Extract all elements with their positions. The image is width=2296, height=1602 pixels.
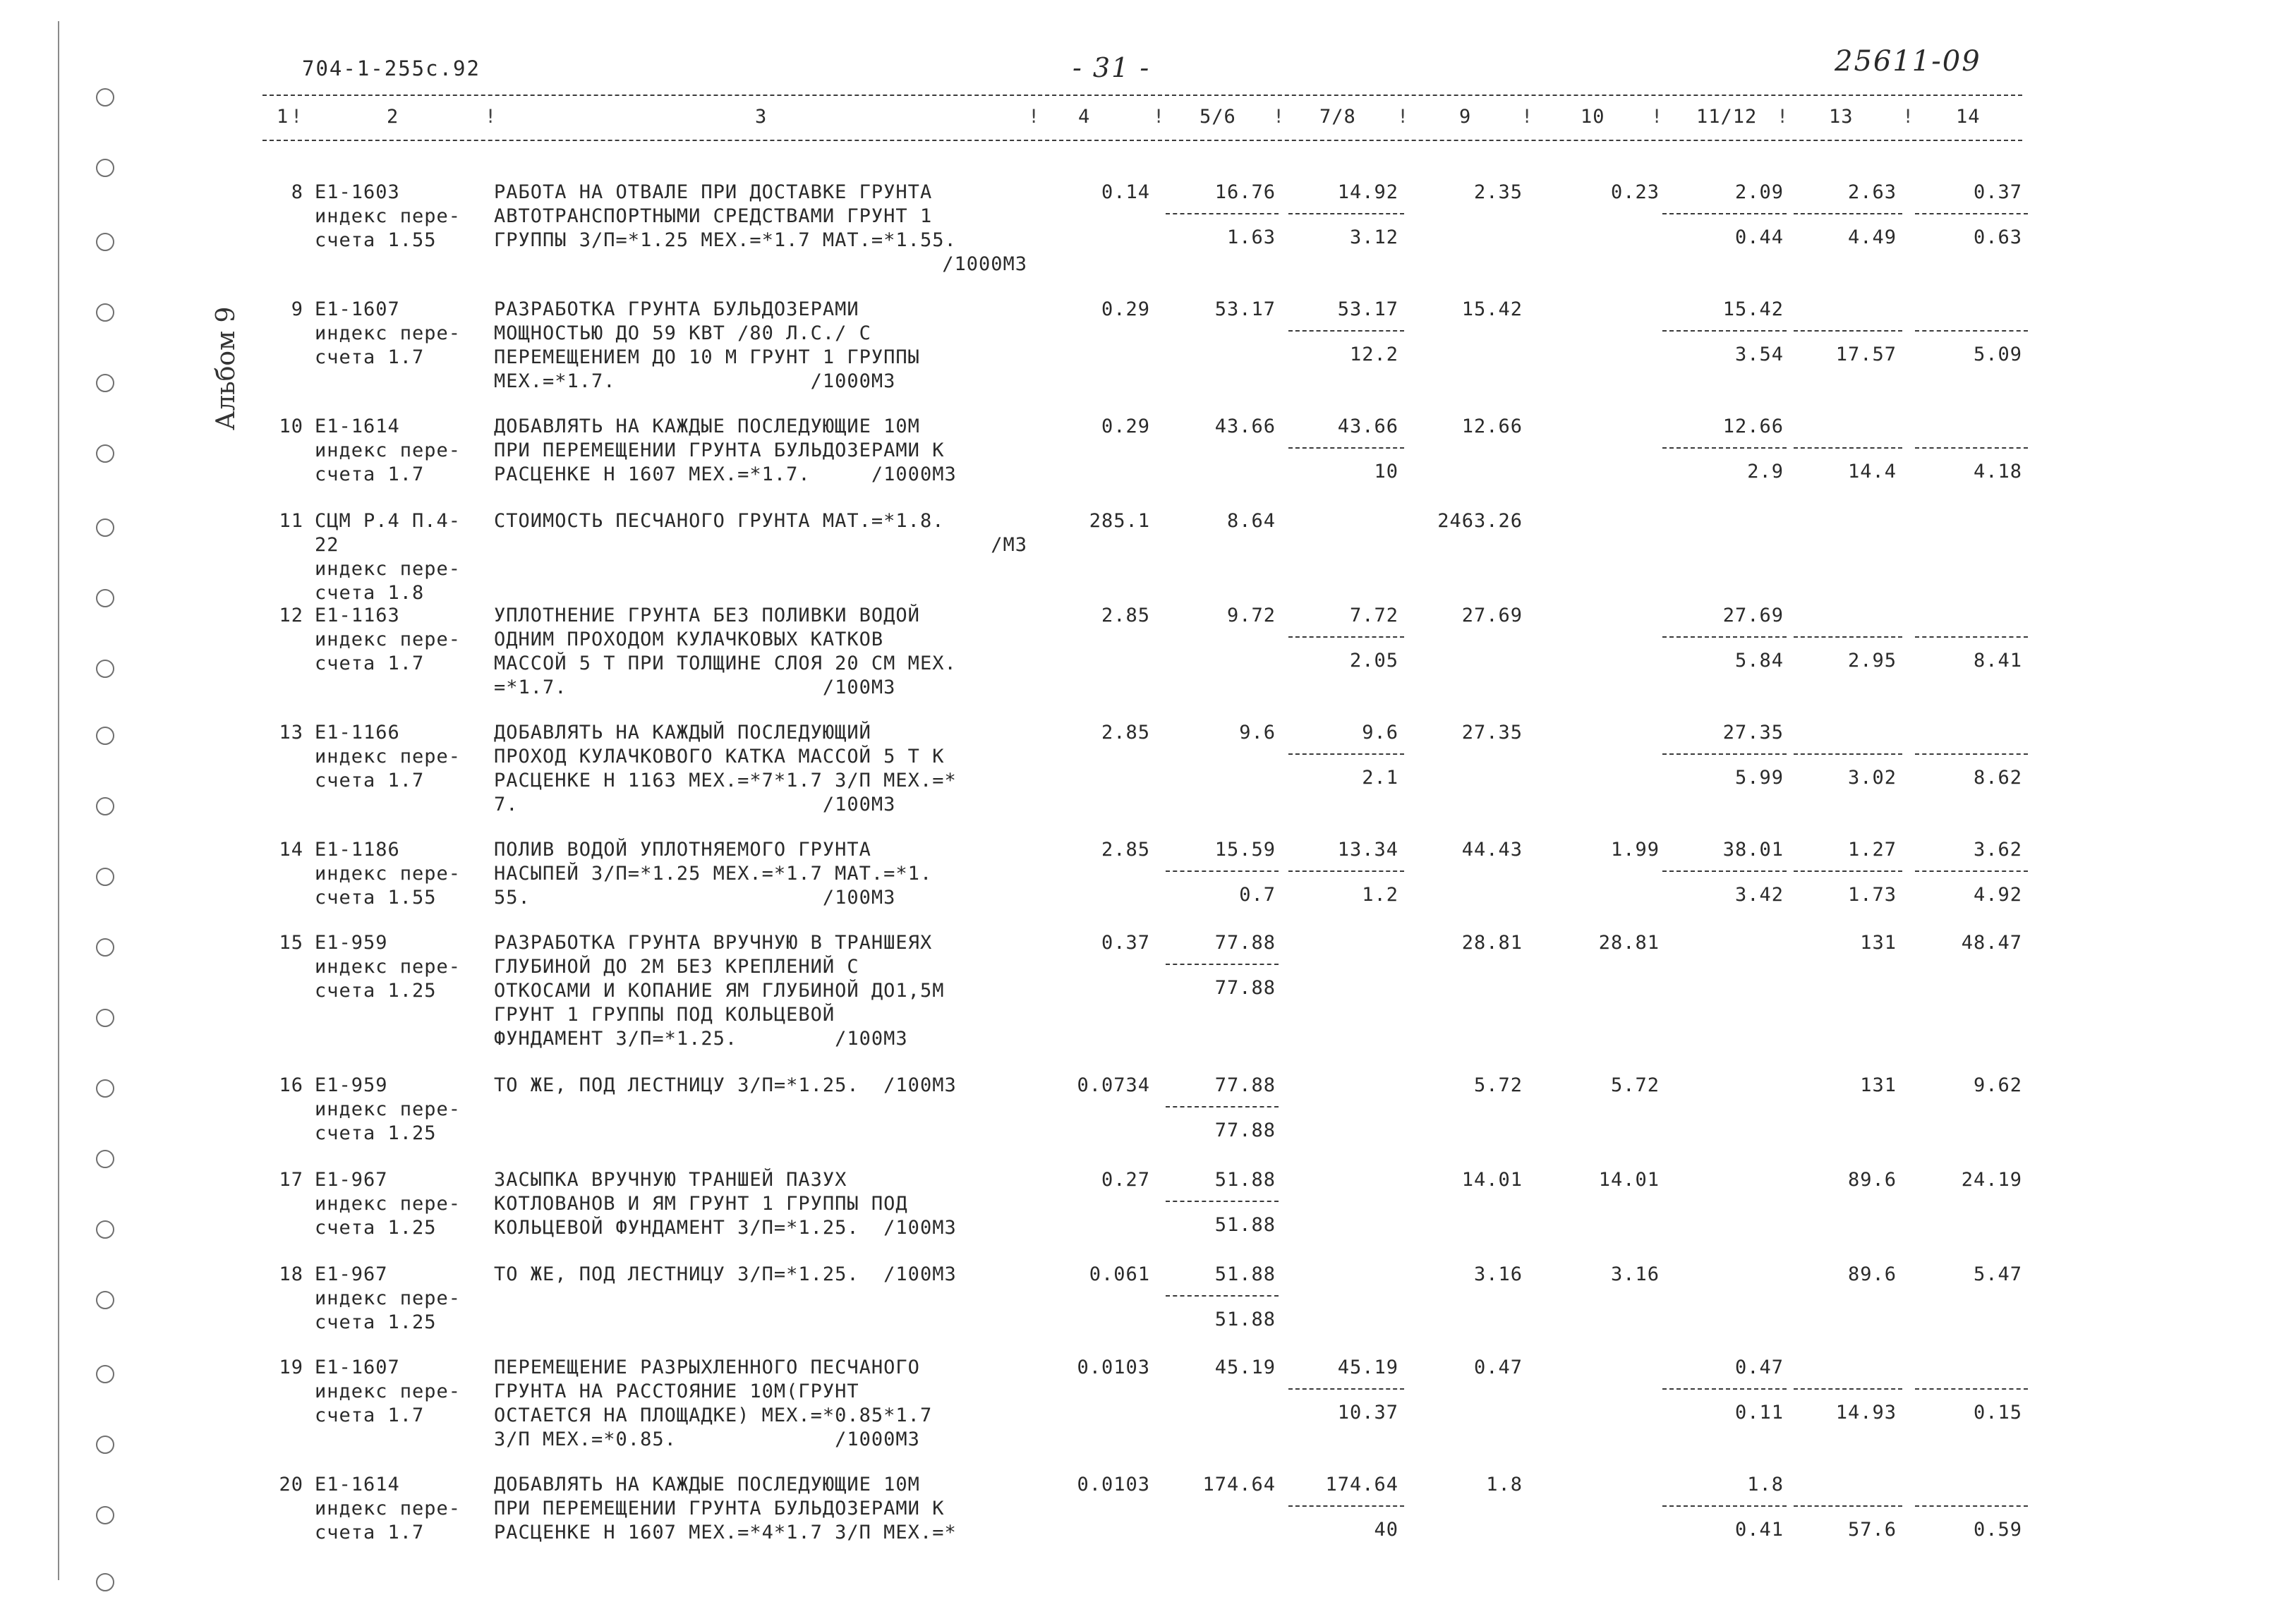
punch-hole bbox=[96, 159, 114, 177]
cell-divider bbox=[1662, 870, 1787, 872]
value-c56_bot: 51.88 bbox=[1214, 1309, 1276, 1330]
value-c14_bot: 0.15 bbox=[1973, 1402, 2022, 1424]
work-description-line: НАСЫПЕЙ З/П=*1.25 МЕХ.=*1.7 МАТ.=*1. bbox=[494, 863, 933, 885]
work-description-line: СТОИМОСТЬ ПЕСЧАНОГО ГРУНТА МАТ.=*1.8. bbox=[494, 510, 945, 532]
rate-code: Е1-1614 bbox=[315, 1474, 400, 1495]
punch-hole bbox=[96, 660, 114, 678]
cell-divider bbox=[1915, 213, 2028, 214]
value-c14_bot: 8.62 bbox=[1973, 767, 2022, 789]
value-c9: 12.66 bbox=[1461, 415, 1523, 437]
value-c78_top: 14.92 bbox=[1337, 181, 1398, 203]
cell-divider bbox=[1915, 330, 2028, 332]
value-c13_bot: 14.4 bbox=[1847, 461, 1897, 483]
value-c78_bot: 2.05 bbox=[1349, 650, 1398, 672]
cell-divider bbox=[1794, 870, 1902, 872]
rate-code: Е1-1614 bbox=[315, 415, 400, 437]
row-number: 17 bbox=[279, 1169, 303, 1191]
value-c9: 27.69 bbox=[1461, 605, 1523, 626]
value-c4: 0.0103 bbox=[1077, 1474, 1150, 1495]
value-c1112_bot: 3.42 bbox=[1734, 884, 1784, 906]
rate-code: Е1-959 bbox=[315, 932, 388, 954]
cell-divider bbox=[1662, 447, 1787, 449]
punch-hole bbox=[96, 1436, 114, 1454]
recalc-index-text: индекс пере- bbox=[315, 1193, 461, 1215]
recalc-index-text: счета 1.8 bbox=[315, 582, 425, 604]
recalc-index-text: счета 1.7 bbox=[315, 653, 425, 674]
value-c4: 0.0103 bbox=[1077, 1357, 1150, 1378]
value-c56_top: 77.88 bbox=[1214, 1074, 1276, 1096]
cell-divider bbox=[1915, 870, 2028, 872]
row-number: 9 bbox=[291, 298, 303, 320]
work-description-line: ПОЛИВ ВОДОЙ УПЛОТНЯЕМОГО ГРУНТА bbox=[494, 839, 871, 861]
value-c14_bot: 0.59 bbox=[1973, 1519, 2022, 1541]
work-description-line: ГЛУБИНОЙ ДО 2М БЕЗ КРЕПЛЕНИЙ С bbox=[494, 956, 859, 978]
value-c1112_top: 2.09 bbox=[1734, 181, 1784, 203]
row-number: 16 bbox=[279, 1074, 303, 1096]
cell-divider bbox=[1794, 1388, 1902, 1390]
value-c9: 27.35 bbox=[1461, 722, 1523, 744]
work-description-line: РАБОТА НА ОТВАЛЕ ПРИ ДОСТАВКЕ ГРУНТА bbox=[494, 181, 933, 203]
value-c9: 2.35 bbox=[1473, 181, 1523, 203]
punch-hole bbox=[96, 88, 114, 107]
value-c4: 285.1 bbox=[1089, 510, 1150, 532]
punch-hole bbox=[96, 797, 114, 815]
value-c14_bot: 8.41 bbox=[1973, 650, 2022, 672]
row-number: 13 bbox=[279, 722, 303, 744]
value-c78_bot: 40 bbox=[1374, 1519, 1398, 1541]
value-c4: 0.37 bbox=[1101, 932, 1150, 954]
value-c78_top: 174.64 bbox=[1325, 1474, 1398, 1495]
cell-divider bbox=[1166, 1295, 1279, 1297]
work-description-line: КОТЛОВАНОВ И ЯМ ГРУНТ 1 ГРУППЫ ПОД bbox=[494, 1193, 908, 1215]
value-c56_bot: 77.88 bbox=[1214, 1119, 1276, 1141]
value-c14_bot: 0.63 bbox=[1973, 226, 2022, 248]
punch-hole bbox=[96, 1506, 114, 1524]
recalc-index-text: счета 1.55 bbox=[315, 229, 437, 251]
value-c78_bot: 2.1 bbox=[1362, 767, 1398, 789]
value-c13_top: 131 bbox=[1860, 932, 1897, 954]
work-description-line: РАСЦЕНКЕ Н 1163 МЕХ.=*7*1.7 З/П МЕХ.=* bbox=[494, 770, 957, 791]
value-c56_top: 51.88 bbox=[1214, 1169, 1276, 1191]
value-c56_bot: 1.63 bbox=[1226, 226, 1276, 248]
work-description-line: КОЛЬЦЕВОЙ ФУНДАМЕНТ З/П=*1.25. /100М3 bbox=[494, 1217, 957, 1239]
punch-hole bbox=[96, 1220, 114, 1239]
rate-code: Е1-1607 bbox=[315, 298, 400, 320]
value-c78_top: 43.66 bbox=[1337, 415, 1398, 437]
value-c78_bot: 10 bbox=[1374, 461, 1398, 483]
recalc-index-text: счета 1.25 bbox=[315, 1122, 437, 1144]
value-c9: 14.01 bbox=[1461, 1169, 1523, 1191]
work-description-line: З/П МЕХ.=*0.85. /1000М3 bbox=[494, 1428, 920, 1450]
value-c4: 0.061 bbox=[1089, 1263, 1150, 1285]
rate-code: Е1-1603 bbox=[315, 181, 400, 203]
value-c56_top: 43.66 bbox=[1214, 415, 1276, 437]
value-c13_bot: 17.57 bbox=[1835, 344, 1897, 365]
album-label: Альбом 9 bbox=[212, 306, 241, 430]
cell-divider bbox=[1794, 447, 1902, 449]
cell-divider bbox=[1288, 870, 1404, 872]
rate-code: Е1-967 bbox=[315, 1263, 388, 1285]
work-description-line: ПРИ ПЕРЕМЕЩЕНИИ ГРУНТА БУЛЬДОЗЕРАМИ К bbox=[494, 1498, 945, 1519]
cell-divider bbox=[1288, 636, 1404, 638]
value-c1112_bot: 2.9 bbox=[1747, 461, 1784, 483]
punch-hole bbox=[96, 1079, 114, 1098]
work-description-line: УПЛОТНЕНИЕ ГРУНТА БЕЗ ПОЛИВКИ ВОДОЙ bbox=[494, 605, 920, 626]
value-c14_top: 5.47 bbox=[1973, 1263, 2022, 1285]
rate-code: Е1-967 bbox=[315, 1169, 388, 1191]
column-header-8: 10 bbox=[1581, 106, 1605, 128]
work-description-line: МАССОЙ 5 Т ПРИ ТОЛЩИНЕ СЛОЯ 20 СМ МЕХ. bbox=[494, 653, 957, 674]
row-number: 12 bbox=[279, 605, 303, 626]
column-header-11: 14 bbox=[1956, 106, 1981, 128]
work-description-line: ПЕРЕМЕЩЕНИЕ РАЗРЫХЛЕННОГО ПЕСЧАНОГО bbox=[494, 1357, 920, 1378]
punch-hole bbox=[96, 1573, 114, 1591]
rate-code: Е1-1163 bbox=[315, 605, 400, 626]
value-c14_bot: 4.18 bbox=[1973, 461, 2022, 483]
value-c9: 44.43 bbox=[1461, 839, 1523, 861]
row-number: 19 bbox=[279, 1357, 303, 1378]
value-c9: 1.8 bbox=[1486, 1474, 1523, 1495]
value-c56_top: 51.88 bbox=[1214, 1263, 1276, 1285]
cell-divider bbox=[1662, 213, 1787, 214]
value-c1112_bot: 0.41 bbox=[1734, 1519, 1784, 1541]
value-c78_bot: 3.12 bbox=[1349, 226, 1398, 248]
cell-divider bbox=[1288, 330, 1404, 332]
work-description-line: ГРУППЫ З/П=*1.25 МЕХ.=*1.7 МАТ.=*1.55. bbox=[494, 229, 957, 251]
work-description-line: ОСТАЕТСЯ НА ПЛОЩАДКЕ) МЕХ.=*0.85*1.7 bbox=[494, 1404, 933, 1426]
value-c78_top: 13.34 bbox=[1337, 839, 1398, 861]
work-unit: /М3 bbox=[991, 534, 1027, 556]
value-c56_top: 15.59 bbox=[1214, 839, 1276, 861]
work-description-line: РАСЦЕНКЕ Н 1607 МЕХ.=*1.7. /1000М3 bbox=[494, 463, 957, 485]
recalc-index-text: индекс пере- bbox=[315, 746, 461, 767]
value-c56_top: 77.88 bbox=[1214, 932, 1276, 954]
value-c4: 2.85 bbox=[1101, 722, 1150, 744]
punch-hole bbox=[96, 1150, 114, 1168]
header-bottom-rule bbox=[262, 140, 2022, 141]
page-number: - 31 - bbox=[1073, 52, 1151, 83]
rate-code: Е1-1166 bbox=[315, 722, 400, 744]
work-description-line: ЗАСЫПКА ВРУЧНУЮ ТРАНШЕЙ ПАЗУХ bbox=[494, 1169, 847, 1191]
row-number: 15 bbox=[279, 932, 303, 954]
column-header-9: 11/12 bbox=[1696, 106, 1758, 128]
cell-divider bbox=[1288, 1388, 1404, 1390]
value-c14_bot: 5.09 bbox=[1973, 344, 2022, 365]
cell-divider bbox=[1794, 1505, 1902, 1507]
column-header-10: 13 bbox=[1829, 106, 1854, 128]
rate-code: СЦМ Р.4 П.4- bbox=[315, 510, 461, 532]
value-c56_top: 9.6 bbox=[1239, 722, 1276, 744]
recalc-index-text: счета 1.7 bbox=[315, 770, 425, 791]
cell-divider bbox=[1166, 870, 1279, 872]
punch-hole bbox=[96, 1291, 114, 1309]
value-c13_bot: 3.02 bbox=[1847, 767, 1897, 789]
value-c1112_bot: 0.44 bbox=[1734, 226, 1784, 248]
value-c9: 5.72 bbox=[1473, 1074, 1523, 1096]
punch-hole bbox=[96, 374, 114, 392]
work-description-line: ОТКОСАМИ И КОПАНИЕ ЯМ ГЛУБИНОЙ ДО1,5М bbox=[494, 980, 945, 1002]
value-c13_bot: 4.49 bbox=[1847, 226, 1897, 248]
value-c4: 0.14 bbox=[1101, 181, 1150, 203]
value-c1112_top: 27.35 bbox=[1722, 722, 1784, 744]
punch-hole bbox=[96, 727, 114, 745]
work-description-line: ПРИ ПЕРЕМЕЩЕНИИ ГРУНТА БУЛЬДОЗЕРАМИ К bbox=[494, 439, 945, 461]
value-c78_top: 9.6 bbox=[1362, 722, 1398, 744]
work-description-line: 55. /100М3 bbox=[494, 887, 896, 909]
value-c4: 0.27 bbox=[1101, 1169, 1150, 1191]
value-c56_top: 174.64 bbox=[1202, 1474, 1276, 1495]
row-number: 14 bbox=[279, 839, 303, 861]
value-c9: 2463.26 bbox=[1437, 510, 1523, 532]
cell-divider bbox=[1662, 636, 1787, 638]
work-description-line: ФУНДАМЕНТ З/П=*1.25. /100М3 bbox=[494, 1028, 908, 1050]
column-header-3: 3 bbox=[755, 106, 768, 128]
work-description-line: РАСЦЕНКЕ Н 1607 МЕХ.=*4*1.7 З/П МЕХ.=* bbox=[494, 1522, 957, 1543]
value-c14_top: 3.62 bbox=[1973, 839, 2022, 861]
cell-divider bbox=[1794, 636, 1902, 638]
work-description-line: ОДНИМ ПРОХОДОМ КУЛАЧКОВЫХ КАТКОВ bbox=[494, 629, 884, 650]
value-c78_top: 45.19 bbox=[1337, 1357, 1398, 1378]
work-description-line: ТО ЖЕ, ПОД ЛЕСТНИЦУ З/П=*1.25. /100М3 bbox=[494, 1263, 957, 1285]
cell-divider bbox=[1662, 1505, 1787, 1507]
recalc-index-text: индекс пере- bbox=[315, 322, 461, 344]
value-c13_bot: 2.95 bbox=[1847, 650, 1897, 672]
row-number: 20 bbox=[279, 1474, 303, 1495]
column-header-7: 9 bbox=[1459, 106, 1472, 128]
value-c4: 0.29 bbox=[1101, 298, 1150, 320]
cell-divider bbox=[1166, 1106, 1279, 1108]
recalc-index-text: счета 1.7 bbox=[315, 1404, 425, 1426]
cell-divider bbox=[1915, 1388, 2028, 1390]
value-c56_top: 53.17 bbox=[1214, 298, 1276, 320]
work-description-line: МЕХ.=*1.7. /1000М3 bbox=[494, 370, 896, 392]
recalc-index-text: индекс пере- bbox=[315, 629, 461, 650]
work-description-line: АВТОТРАНСПОРТНЫМИ СРЕДСТВАМИ ГРУНТ 1 bbox=[494, 205, 933, 227]
value-c56_top: 9.72 bbox=[1226, 605, 1276, 626]
binding-margin-line bbox=[58, 21, 59, 1580]
column-header-4: 4 bbox=[1078, 106, 1091, 128]
cell-divider bbox=[1915, 1505, 2028, 1507]
value-c1112_bot: 5.84 bbox=[1734, 650, 1784, 672]
punch-hole bbox=[96, 1365, 114, 1383]
work-description-line: ДОБАВЛЯТЬ НА КАЖДЫЕ ПОСЛЕДУЮЩИЕ 10М bbox=[494, 415, 920, 437]
recalc-index-text: счета 1.7 bbox=[315, 1522, 425, 1543]
work-description-line: ПРОХОД КУЛАЧКОВОГО КАТКА МАССОЙ 5 Т К bbox=[494, 746, 945, 767]
cell-divider bbox=[1915, 636, 2028, 638]
recalc-index-text: индекс пере- bbox=[315, 1498, 461, 1519]
value-c10: 0.23 bbox=[1610, 181, 1660, 203]
work-description-line: ПЕРЕМЕЩЕНИЕМ ДО 10 М ГРУНТ 1 ГРУППЫ bbox=[494, 346, 920, 368]
work-description-line: =*1.7. /100М3 bbox=[494, 676, 896, 698]
value-c13_top: 89.6 bbox=[1847, 1263, 1897, 1285]
work-unit: /1000М3 bbox=[942, 253, 1027, 275]
work-description-line: ГРУНТ 1 ГРУППЫ ПОД КОЛЬЦЕВОЙ bbox=[494, 1004, 835, 1026]
work-description-line: ДОБАВЛЯТЬ НА КАЖДЫЙ ПОСЛЕДУЮЩИЙ bbox=[494, 722, 871, 744]
recalc-index-text: 22 bbox=[315, 534, 339, 556]
cell-divider bbox=[1288, 753, 1404, 755]
punch-hole bbox=[96, 303, 114, 322]
recalc-index-text: счета 1.55 bbox=[315, 887, 437, 909]
cell-divider bbox=[1166, 1201, 1279, 1202]
column-header-6: 7/8 bbox=[1319, 106, 1356, 128]
value-c13_top: 1.27 bbox=[1847, 839, 1897, 861]
column-header-1: 1 bbox=[277, 106, 289, 128]
recalc-index-text: индекс пере- bbox=[315, 1098, 461, 1120]
value-c14_top: 0.37 bbox=[1973, 181, 2022, 203]
work-description-line: ГРУНТА НА РАССТОЯНИЕ 10М(ГРУНТ bbox=[494, 1380, 859, 1402]
value-c1112_top: 27.69 bbox=[1722, 605, 1784, 626]
work-description-line: РАЗРАБОТКА ГРУНТА ВРУЧНУЮ В ТРАНШЕЯХ bbox=[494, 932, 933, 954]
punch-hole bbox=[96, 233, 114, 251]
value-c10: 3.16 bbox=[1610, 1263, 1660, 1285]
rate-code: Е1-1186 bbox=[315, 839, 400, 861]
value-c14_top: 24.19 bbox=[1961, 1169, 2022, 1191]
value-c1112_bot: 3.54 bbox=[1734, 344, 1784, 365]
header-top-rule bbox=[262, 95, 2022, 96]
value-c13_top: 131 bbox=[1860, 1074, 1897, 1096]
value-c56_top: 8.64 bbox=[1226, 510, 1276, 532]
value-c78_bot: 10.37 bbox=[1337, 1402, 1398, 1424]
work-description-line: 7. /100М3 bbox=[494, 794, 896, 815]
work-description-line: ДОБАВЛЯТЬ НА КАЖДЫЕ ПОСЛЕДУЮЩИЕ 10М bbox=[494, 1474, 920, 1495]
cell-divider bbox=[1915, 753, 2028, 755]
row-number: 10 bbox=[279, 415, 303, 437]
recalc-index-text: индекс пере- bbox=[315, 439, 461, 461]
cell-divider bbox=[1166, 213, 1279, 214]
value-c4: 0.29 bbox=[1101, 415, 1150, 437]
value-c4: 2.85 bbox=[1101, 605, 1150, 626]
work-description-line: РАЗРАБОТКА ГРУНТА БУЛЬДОЗЕРАМИ bbox=[494, 298, 859, 320]
punch-hole bbox=[96, 444, 114, 463]
cell-divider bbox=[1288, 213, 1404, 214]
rate-code: Е1-959 bbox=[315, 1074, 388, 1096]
work-description-line: МОЩНОСТЬЮ ДО 59 КВТ /80 Л.С./ С bbox=[494, 322, 871, 344]
recalc-index-text: счета 1.25 bbox=[315, 980, 437, 1002]
value-c13_bot: 57.6 bbox=[1847, 1519, 1897, 1541]
cell-divider bbox=[1915, 447, 2028, 449]
value-c14_top: 9.62 bbox=[1973, 1074, 2022, 1096]
cell-divider bbox=[1662, 1388, 1787, 1390]
value-c9: 28.81 bbox=[1461, 932, 1523, 954]
value-c1112_top: 15.42 bbox=[1722, 298, 1784, 320]
recalc-index-text: индекс пере- bbox=[315, 558, 461, 580]
cell-divider bbox=[1794, 753, 1902, 755]
value-c9: 3.16 bbox=[1473, 1263, 1523, 1285]
value-c1112_bot: 5.99 bbox=[1734, 767, 1784, 789]
stamp-number: 25611-09 bbox=[1835, 45, 1981, 78]
value-c4: 2.85 bbox=[1101, 839, 1150, 861]
punch-hole bbox=[96, 589, 114, 607]
rate-code: Е1-1607 bbox=[315, 1357, 400, 1378]
value-c56_top: 16.76 bbox=[1214, 181, 1276, 203]
punch-hole bbox=[96, 1009, 114, 1027]
value-c56_bot: 0.7 bbox=[1239, 884, 1276, 906]
value-c10: 28.81 bbox=[1598, 932, 1660, 954]
value-c56_bot: 77.88 bbox=[1214, 977, 1276, 999]
value-c1112_top: 1.8 bbox=[1747, 1474, 1784, 1495]
cell-divider bbox=[1794, 330, 1902, 332]
value-c78_bot: 1.2 bbox=[1362, 884, 1398, 906]
cell-divider bbox=[1166, 964, 1279, 965]
row-number: 18 bbox=[279, 1263, 303, 1285]
value-c1112_top: 38.01 bbox=[1722, 839, 1784, 861]
value-c14_bot: 4.92 bbox=[1973, 884, 2022, 906]
document-code: 704-1-255с.92 bbox=[302, 56, 481, 80]
recalc-index-text: счета 1.25 bbox=[315, 1311, 437, 1333]
value-c10: 14.01 bbox=[1598, 1169, 1660, 1191]
value-c10: 1.99 bbox=[1610, 839, 1660, 861]
value-c1112_top: 12.66 bbox=[1722, 415, 1784, 437]
value-c56_top: 45.19 bbox=[1214, 1357, 1276, 1378]
value-c1112_top: 0.47 bbox=[1734, 1357, 1784, 1378]
cell-divider bbox=[1288, 1505, 1404, 1507]
value-c4: 0.0734 bbox=[1077, 1074, 1150, 1096]
cell-divider bbox=[1288, 447, 1404, 449]
cell-divider bbox=[1662, 753, 1787, 755]
cell-divider bbox=[1662, 330, 1787, 332]
row-number: 11 bbox=[279, 510, 303, 532]
value-c13_top: 2.63 bbox=[1847, 181, 1897, 203]
recalc-index-text: индекс пере- bbox=[315, 863, 461, 885]
value-c56_bot: 51.88 bbox=[1214, 1214, 1276, 1236]
column-header-2: 2 bbox=[387, 106, 399, 128]
value-c10: 5.72 bbox=[1610, 1074, 1660, 1096]
value-c13_bot: 1.73 bbox=[1847, 884, 1897, 906]
row-number: 8 bbox=[291, 181, 303, 203]
value-c1112_bot: 0.11 bbox=[1734, 1402, 1784, 1424]
recalc-index-text: счета 1.7 bbox=[315, 346, 425, 368]
recalc-index-text: счета 1.25 bbox=[315, 1217, 437, 1239]
value-c78_top: 53.17 bbox=[1337, 298, 1398, 320]
recalc-index-text: индекс пере- bbox=[315, 956, 461, 978]
recalc-index-text: индекс пере- bbox=[315, 1380, 461, 1402]
value-c13_top: 89.6 bbox=[1847, 1169, 1897, 1191]
value-c13_bot: 14.93 bbox=[1835, 1402, 1897, 1424]
value-c78_top: 7.72 bbox=[1349, 605, 1398, 626]
cell-divider bbox=[1794, 213, 1902, 214]
punch-hole bbox=[96, 868, 114, 886]
column-header-5: 5/6 bbox=[1200, 106, 1236, 128]
recalc-index-text: счета 1.7 bbox=[315, 463, 425, 485]
value-c9: 0.47 bbox=[1473, 1357, 1523, 1378]
recalc-index-text: индекс пере- bbox=[315, 205, 461, 227]
value-c9: 15.42 bbox=[1461, 298, 1523, 320]
recalc-index-text: индекс пере- bbox=[315, 1287, 461, 1309]
punch-hole bbox=[96, 518, 114, 537]
value-c78_bot: 12.2 bbox=[1349, 344, 1398, 365]
punch-hole bbox=[96, 938, 114, 957]
work-description-line: ТО ЖЕ, ПОД ЛЕСТНИЦУ З/П=*1.25. /100М3 bbox=[494, 1074, 957, 1096]
value-c14_top: 48.47 bbox=[1961, 932, 2022, 954]
